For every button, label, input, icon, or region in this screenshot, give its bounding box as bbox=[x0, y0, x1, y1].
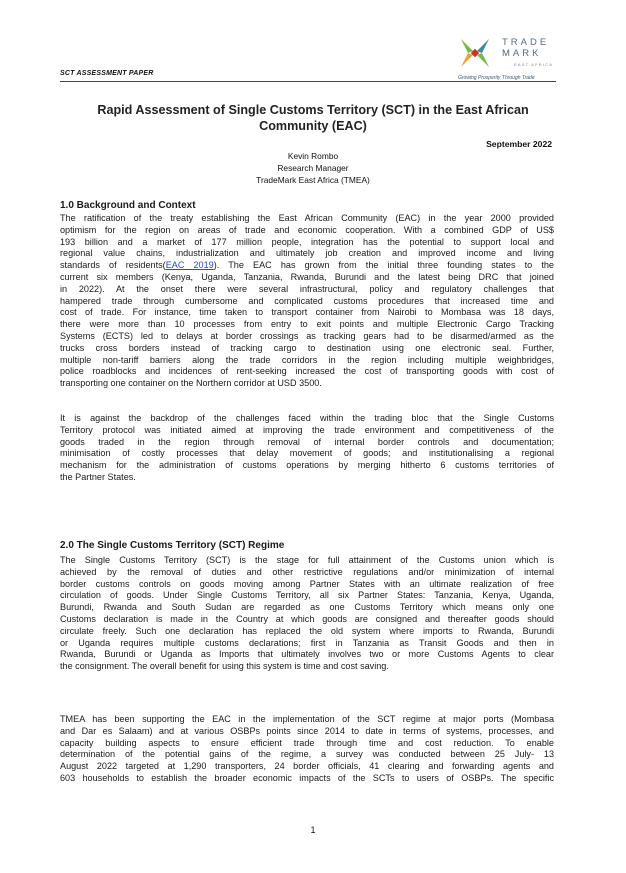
header-label: SCT ASSESSMENT PAPER bbox=[60, 70, 154, 77]
text-line: circulation of goods. Under Single Customs Territory, all six Partner States: Tanzania, Kenya, Uganda, bbox=[60, 590, 554, 601]
logo-brand-line2: MARK bbox=[502, 47, 542, 59]
text-line: 603 households to establish the broader economic impacts of the SCTs to users of OSBPs. The specific bbox=[60, 772, 554, 783]
page-number: 1 bbox=[310, 825, 316, 835]
author-role: Research Manager bbox=[277, 163, 349, 173]
section-heading-1: 1.0 Background and Context bbox=[60, 200, 196, 211]
text-line: current six members (Kenya, Uganda, Tanzania, Rwanda, Burundi and the latest being DRC that joined bbox=[60, 271, 554, 282]
text-line: Rwanda, Burundi or Uganda as Imports that ultimately involves two or more Customs Agents to clear bbox=[60, 649, 554, 660]
text-line: The Single Customs Territory (SCT) is the stage for full attainment of the Customs union which is bbox=[60, 555, 554, 565]
text-line: and Dar es Salaam) and at various OSBPs points since 2014 to date in terms of systems, processes, and bbox=[60, 725, 554, 736]
text-line: the Partner States. bbox=[60, 471, 136, 482]
text-line: there were more than 10 processes from entry to exit points and multiple Electronic Cargo Tracking bbox=[60, 319, 554, 330]
text-line: Burundi, Rwanda and South Sudan are regarded as one Customs Territory which means only one bbox=[60, 602, 554, 613]
publication-date: September 2022 bbox=[486, 139, 552, 149]
text-line: hampered trade through cumbersome and complicated customs procedures that increased time and bbox=[60, 295, 554, 306]
text-line: It is against the backdrop of the challenges faced within the trading bloc that the Single Customs bbox=[60, 413, 554, 423]
text-line: mechanism for the administration of customs operations by merging hitherto 6 customs territories of bbox=[60, 460, 554, 471]
logo-brand-line1: TRADE bbox=[502, 37, 550, 48]
citation-link-eac-2019[interactable]: EAC 2019 bbox=[165, 260, 214, 271]
text-line: or Uganda requires multiple customs declarations; first in Tanzania as Transit Goods and then in bbox=[60, 637, 554, 648]
text-line: achieved by the removal of duties and other restrictive regulations and/or minimization of internal bbox=[60, 566, 554, 577]
text-line: border customs controls on goods moving among Partner States with an ultimate realization of free bbox=[60, 578, 554, 589]
title-line-2: Community (EAC) bbox=[259, 119, 367, 133]
logo-tagline: Growing Prosperity Through Trade bbox=[458, 75, 535, 81]
logo-brand bbox=[502, 38, 549, 59]
paragraph-tmea-support bbox=[60, 714, 554, 785]
author-block bbox=[0, 150, 626, 186]
title-line-1: Rapid Assessment of Single Customs Territory (SCT) in the East African bbox=[97, 103, 529, 117]
text-line: cost of trade. For instance, time taken to transport container from Nairobi to Mombasa was 18 days, bbox=[60, 307, 554, 318]
paragraph-sct-regime bbox=[60, 555, 554, 673]
logo-subtitle: EAST AFRICA bbox=[514, 62, 554, 67]
paragraph-sct-protocol bbox=[60, 413, 554, 484]
text-line: optimism for the region on areas of trade and economic cooperation. With a combined GDP of US$ bbox=[60, 224, 554, 235]
paragraph-background bbox=[60, 213, 554, 390]
text-line: capacity building aspects to ensure efficient trade through time and cost reduction. To enable bbox=[60, 737, 554, 748]
text-line: in 2022). At the onset there were several infrastructural, policy and regulatory challenges that bbox=[60, 283, 554, 294]
text-line: minimisation of costly processes that delay movement of goods; and institutionalising a regional bbox=[60, 448, 554, 459]
text-line: Territory protocol was initiated aimed at improving the trade environment and competitiveness of the bbox=[60, 424, 554, 435]
text-line: goods traded in the region through removal of internal border controls and documentation; bbox=[60, 436, 554, 447]
text-fragment: standards of residents( bbox=[60, 260, 166, 271]
text-fragment: ). The EAC has grown from the initial three founding states to the bbox=[213, 260, 554, 271]
text-line: TMEA has been supporting the EAC in the implementation of the SCT regime at major ports (Mombasa bbox=[60, 714, 554, 724]
text-line: police roadblocks and incidences of rent-seeking increased the cost of transporting goods with cost of bbox=[60, 366, 554, 377]
text-line: transporting one container on the Northern corridor at USD 3500. bbox=[60, 378, 322, 389]
paper-title bbox=[60, 102, 566, 134]
author-name: Kevin Rombo bbox=[287, 151, 339, 161]
trademark-logo bbox=[458, 36, 558, 82]
text-line: August 2022 targeted at 1,290 transporters, 24 border officials, 41 clearing and forwarding agents and bbox=[60, 761, 554, 772]
text-line: 193 billion and a market of 177 million people, integration has the potential to support local and bbox=[60, 236, 554, 247]
text-line-with-link bbox=[60, 260, 554, 272]
text-line: the consignment. The overall benefit for using this system is time and cost saving. bbox=[60, 661, 389, 672]
author-org: TradeMark East Africa (TMEA) bbox=[256, 175, 370, 185]
text-line: Systems (ECTS) led to delays at border crossings as tracking gears had to be disarmed/armed as the bbox=[60, 330, 554, 341]
text-line: trucks cross borders instead of tracking cargo to destination using one electronic seal. Further, bbox=[60, 342, 554, 353]
text-line: determination of the potential gains of the regime, a survey was conducted between 25 July- 13 bbox=[60, 749, 554, 760]
text-line: The ratification of the treaty establishing the East African Community (EAC) in the year 2000 provided bbox=[60, 213, 554, 223]
text-line: regional value chains, industrialization and ultimately job creation and improved income and living bbox=[60, 248, 554, 259]
text-line: Customs declaration is made in the Country at which goods are consigned and thereafter goods should bbox=[60, 613, 554, 624]
text-line: circulate freely. Such one declaration has replaced the old system where imports to Rwanda, Burundi bbox=[60, 625, 554, 636]
section-heading-2: 2.0 The Single Customs Territory (SCT) Regime bbox=[60, 540, 285, 551]
text-line: multiple non-tariff barriers along the trade corridors in the region including multiple weighbridges, bbox=[60, 354, 554, 365]
trademark-logo-icon bbox=[458, 36, 492, 70]
